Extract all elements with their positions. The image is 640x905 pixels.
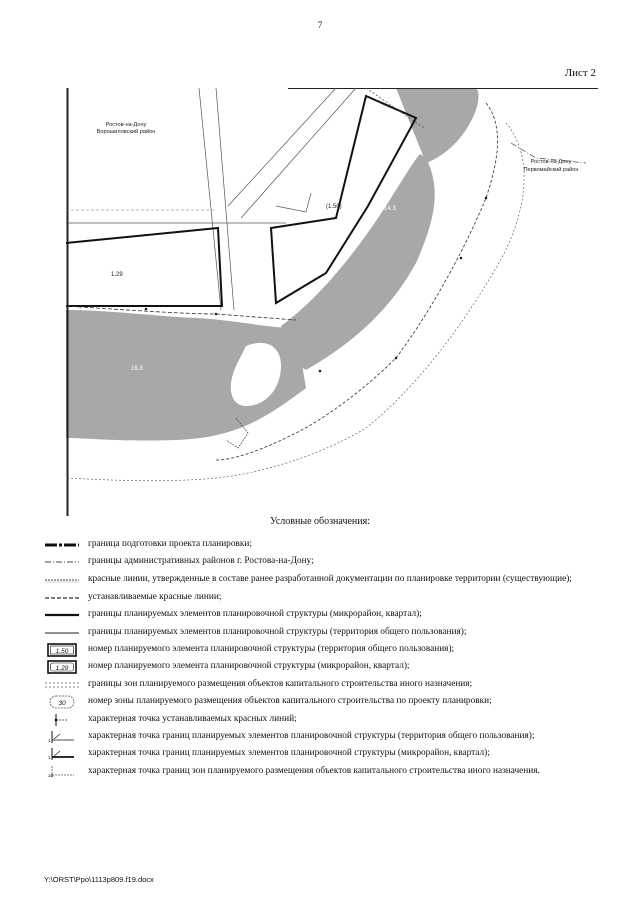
- zone-label-a: 16.3: [131, 366, 143, 372]
- map-drawing: [66, 88, 598, 516]
- legend-text: красные линии, утвержденные в составе ранее разработанной документации по планировке территории (существующие);: [88, 573, 572, 584]
- char-point: [90, 305, 93, 308]
- legend-text: характерная точка границ зон планируемого размещения объектов капитального строительства иного назначения.: [88, 765, 540, 776]
- new-red-line-icon: [44, 592, 80, 604]
- legend-title: Условные обозначения:: [269, 516, 370, 527]
- page-number: 7: [317, 20, 323, 30]
- zone-boundary-point-icon: [44, 766, 80, 778]
- road-line-a: [199, 88, 221, 310]
- road-line-e: [228, 88, 336, 206]
- zone-label-b: 14.3: [384, 206, 396, 212]
- road-line-b: [216, 88, 234, 310]
- district-label-left-2: Ворошиловский район: [96, 129, 156, 135]
- planning-boundary-line-icon: [44, 539, 80, 551]
- sheet-label: Лист 2: [564, 67, 596, 79]
- legend-item: [44, 696, 614, 708]
- block-element-number: 1.29: [55, 665, 69, 673]
- block-element-number-box-icon: [44, 661, 80, 673]
- legend-text: границы планируемых элементов планировочной структуры (территория общего пользования);: [88, 626, 467, 637]
- legend-item: [44, 714, 614, 726]
- public-element-number-box-icon: [44, 644, 80, 656]
- legend-item: [44, 609, 614, 621]
- char-point: [215, 313, 218, 316]
- public-element-number: 1.50: [55, 647, 69, 655]
- district-label-right-1: Ростов-на-Дону: [530, 159, 572, 165]
- legend-item: [44, 644, 614, 656]
- zone-boundary-line-icon: [44, 679, 80, 691]
- zone-area-river-top: [396, 88, 479, 163]
- legend-item: [44, 539, 614, 551]
- legend-text: номер зоны планируемого размещения объектов капитального строительства по проекту планировки;: [88, 696, 492, 707]
- legend-item: [44, 592, 614, 604]
- block-boundary-west: [66, 228, 222, 306]
- planning-map: [66, 88, 598, 516]
- char-point: [485, 197, 488, 200]
- char-point: [395, 357, 398, 360]
- legend-item: [44, 766, 614, 778]
- zone-area-river-middle: [281, 154, 435, 370]
- footer-file-path: Y:\ORST\Ppo\1113p809.f19.docx: [44, 875, 154, 884]
- legend-text: устанавливаемые красные линии;: [88, 591, 222, 602]
- admin-boundary-line-icon: [44, 556, 80, 568]
- legend-text: номер планируемого элемента планировочной структуры (территория общего пользования);: [88, 643, 455, 654]
- district-label-right-2: Первомайский район: [523, 167, 579, 173]
- red-line-point-icon: [44, 714, 80, 726]
- legend-item: [44, 748, 614, 760]
- legend-item: [44, 661, 614, 673]
- legend-text: границы зон планируемого размещения объектов капитального строительства иного назначения;: [88, 678, 473, 689]
- legend: [44, 539, 614, 784]
- legend-text: характерная точка устанавливаемых красных линий;: [88, 713, 297, 724]
- legend-item: [44, 556, 614, 568]
- svg-text:1: 1: [48, 755, 51, 761]
- public-boundary-point-icon: [44, 731, 80, 743]
- block-label-1: (1.50): [326, 204, 342, 210]
- legend-text: границы административных районов г. Ростова-на-Дону;: [88, 556, 314, 567]
- legend-item: [44, 627, 614, 639]
- svg-text:16: 16: [48, 772, 54, 778]
- legend-item: [44, 574, 614, 586]
- block-label-2: 1.29: [111, 272, 123, 278]
- block-boundary-line-icon: [44, 609, 80, 621]
- legend-text: границы планируемых элементов планировочной структуры (микрорайон, квартал);: [88, 609, 422, 620]
- legend-text: граница подготовки проекта планировки;: [88, 539, 252, 549]
- road-line-f: [241, 88, 356, 218]
- svg-text:1: 1: [48, 737, 51, 743]
- zone-number: 30: [58, 699, 66, 707]
- block-boundary-point-icon: [44, 748, 80, 760]
- legend-text: характерная точка границ планируемых элементов планировочной структуры (микрорайон, квартал);: [88, 748, 490, 759]
- legend-item: [44, 731, 614, 743]
- zone-number-box-icon: [44, 696, 80, 708]
- public-boundary-line-icon: [44, 627, 80, 639]
- legend-text: характерная точка границ планируемых элементов планировочной структуры (территория общего пользования);: [88, 730, 535, 741]
- char-point: [319, 370, 322, 373]
- legend-item: [44, 679, 614, 691]
- legend-text: номер планируемого элемента планировочной структуры (микрорайон, квартал);: [88, 661, 410, 672]
- existing-red-line-icon: [44, 574, 80, 586]
- char-point: [460, 257, 463, 260]
- char-point: [145, 308, 148, 311]
- district-label-left-1: Ростов-на-Дону: [105, 122, 147, 128]
- road-line-g: [276, 193, 311, 212]
